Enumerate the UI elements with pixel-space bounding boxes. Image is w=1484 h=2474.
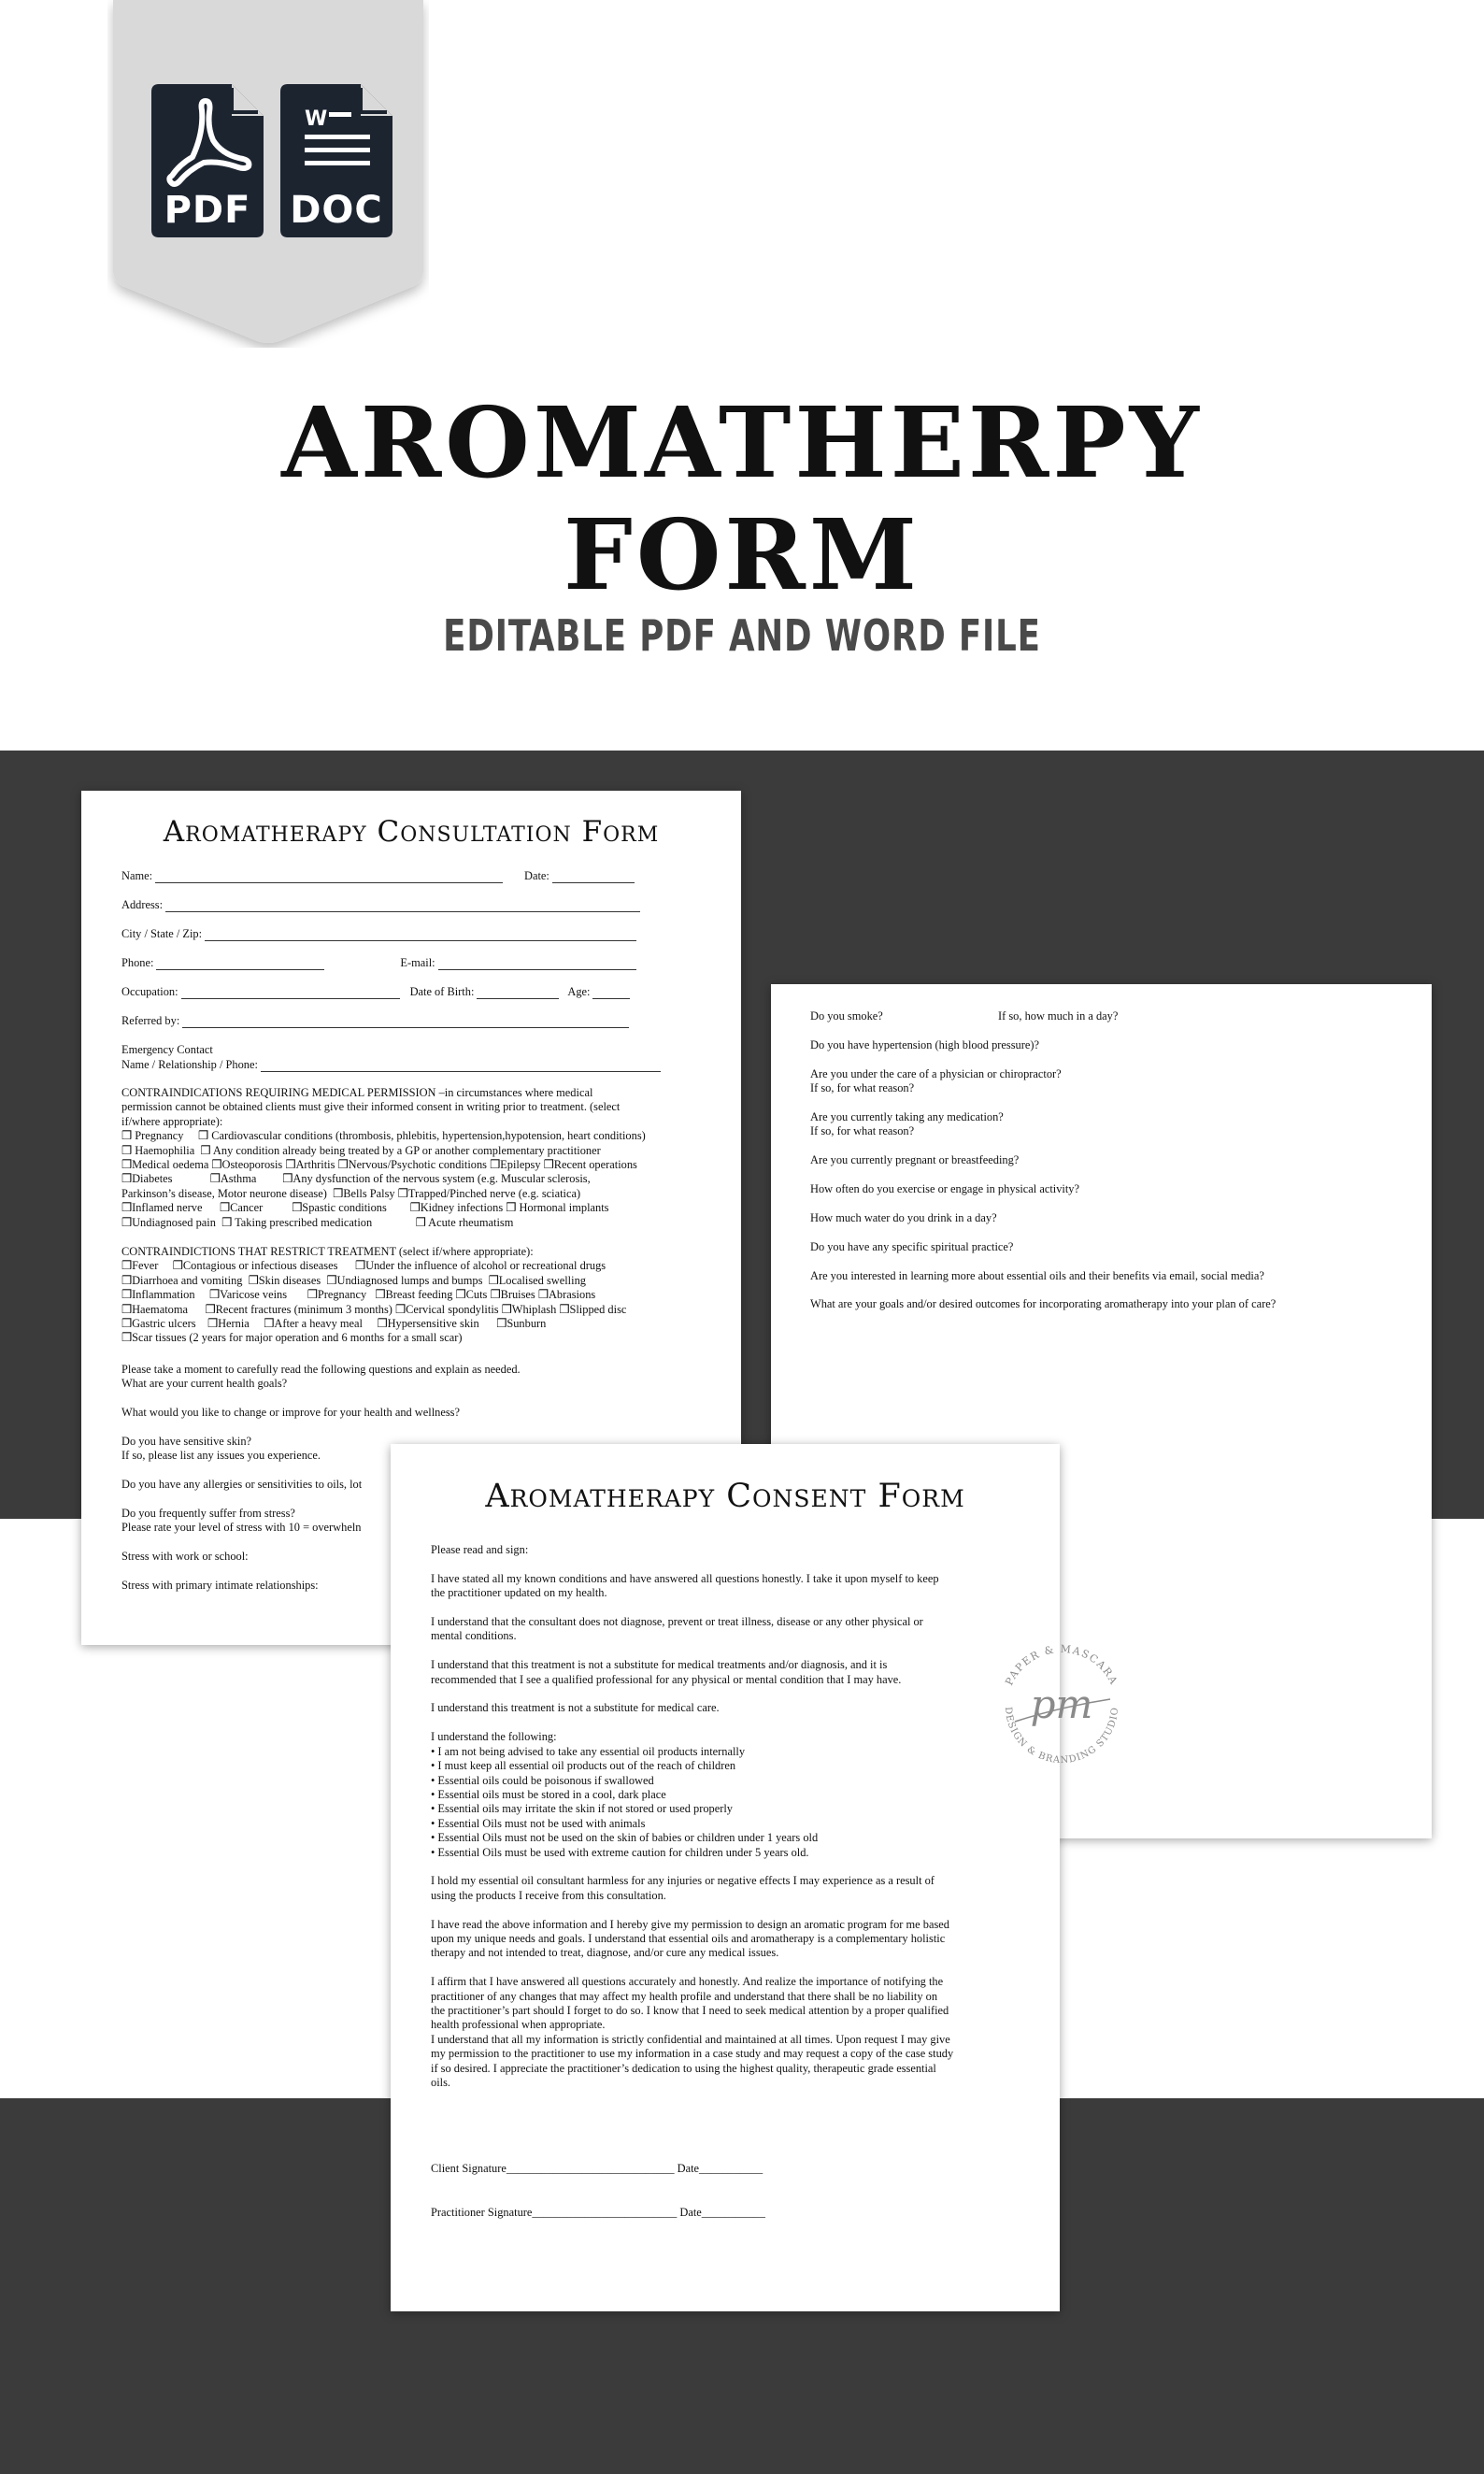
address-label: Address: <box>121 898 164 911</box>
name-line[interactable] <box>155 871 503 883</box>
logo-monogram: pm <box>1030 1681 1093 1727</box>
address-line[interactable] <box>165 900 640 912</box>
hero-title-line-2: FORM <box>564 497 920 612</box>
occupation-line[interactable] <box>181 987 400 999</box>
smoke-followup-question: If so, how much in a day? <box>998 1009 1119 1022</box>
health-questions: Please take a moment to carefully read the following questions and explain as needed. What are your current health goals? What would you like to change or improve for your health and wellness? Do you have sensitive skin? If so, please list any issues you experience. Do you have any allergies or sensitivities to oils, lot Do you frequently suffer from stress? Please rate your level of stress with 10 = overwheln Stress with work or school: Stress with primary intimate relationships: <box>121 1363 521 1593</box>
date-line[interactable] <box>552 871 635 883</box>
email-label: E-mail: <box>400 956 435 969</box>
email-line[interactable] <box>438 958 636 970</box>
city-label: City / State / Zip: <box>121 927 203 940</box>
age-label: Age: <box>567 985 591 998</box>
doc-file-icon <box>280 84 392 237</box>
smoke-question: Do you smoke? <box>810 1009 883 1022</box>
dob-label: Date of Birth: <box>409 985 475 998</box>
doc-label: DOC <box>290 189 383 232</box>
emergency-contact-line[interactable] <box>261 1060 661 1072</box>
pdf-label: PDF <box>164 189 251 232</box>
practitioner-signature-line[interactable]: Practitioner Signature_________________________ Date___________ <box>431 2206 765 2219</box>
referred-label: Referred by: <box>121 1014 180 1027</box>
name-label: Name: <box>121 869 153 882</box>
address-field[interactable] <box>121 898 643 912</box>
medical-contraindications: CONTRAINDICATIONS REQUIRING MEDICAL PERMISSION –in circumstances where medical permission cannot be obtained clients must give their informed consent in writing prior to treatment. (select if/where appropriate): ❒ Pregnancy ❒ Cardiovascular conditions (thrombosis, phlebitis, hypertension,hypotension, heart conditions) ❒ Haemophilia ❒ Any condition already being treated by a GP or another complementary practitioner ❒Medical oedema ❒Osteoporosis ❒Arthritis ❒Nervous/Psychotic conditions ❒Epilepsy ❒Recent operations ❒Diabetes ❒Asthma ❒Any dysfunction of the nervous system (e.g. Muscular sclerosis, Parkinson’s disease, Motor neurone disease) ❒Bells Palsy ❒Trapped/Pinched nerve (e.g. sciatica) ❒Inflamed nerve ❒Cancer ❒Spastic conditions ❒Kidney infections ❒ Hormonal implants ❒Undiagnosed pain ❒ Taking prescribed medication ❒ Acute rheumatism <box>121 1086 646 1229</box>
logo-bottom-text: DESIGN & BRANDING STUDIO <box>1002 1706 1121 1766</box>
referred-field[interactable] <box>121 1014 632 1028</box>
consent-body: Please read and sign: I have stated all my known conditions and have answered all questions honestly. I take it upon myself to keep the practitioner updated on my health. I understand that the consultant does not diagnose, prevent or treat illness, disease or any other physical or mental conditions. I understand that this treatment is not a substitute for medical treatments and/or diagnosis, and it is recommended that I see a qualified professional for any physical or mental condition that I may have. I understand this treatment is not a substitute for medical care. I understand the following: • I am not being advised to take any essential oil products internally • I must keep all essential oil products out of the reach of children • Essential oils could be poisonous if swallowed • Essential oils must be stored in a cool, dark place • Essential oils may irritate the skin if not stored or used properly • Essential Oils must not be used with animals • Essential Oils must not be used on the skin of babies or children under 1 years old • Essential Oils must be used with extreme caution for children under 5 years old. I hold my essential oil consultant harmless for any injuries or negative effects I may experience as a result of using the products I receive from this consultation. I have read the above information and I hereby give my permission to design an aromatic program for me based upon my unique needs and goals. I understand that essential oils and aromatherapy is a complementary holistic therapy and not intended to treat, diagnose, and/or cure any medical issues. I affirm that I have answered all questions accurately and honestly. And realize the importance of notifying the practitioner of any changes that may affect my health profile and understand that there shall be no liability on the practitioner’s part should I forget to do so. I know that I need to seek medical attention by a proper qualified health professional when appropriate. I understand that all my information is strictly confidential and maintained at all times. Upon request I may give my permission to the practitioner to use my information in a case study and may request a copy of the case study if so desired. I appreciate the practitioner’s dedication to using the highest quality, therapeutic grade essential oils. <box>431 1543 954 2090</box>
phone-field[interactable] <box>121 956 639 970</box>
occupation-field[interactable] <box>121 985 633 999</box>
questionnaire-questions: Do you have hypertension (high blood pressure)? Are you under the care of a physician or chiropractor? If so, for what reason? Are you currently taking any medication? If so, for what reason? Are you currently pregnant or breastfeeding? How often do you exercise or engage in physical activity? How much water do you drink in a day? Do you have any specific spiritual practice? Are you interested in learning more about essential oils and their benefits via email, social media? What are your goals and/or desired outcomes for incorporating aromatherapy into your plan of care? <box>810 1038 1277 1311</box>
brand-logo <box>987 1632 1136 1781</box>
age-line[interactable] <box>592 987 630 999</box>
emergency-contact-sub-label: Name / Relationship / Phone: <box>121 1058 258 1071</box>
phone-label: Phone: <box>121 956 154 969</box>
emergency-contact-label: Emergency Contact <box>121 1043 213 1056</box>
date-label: Date: <box>524 869 549 882</box>
hero-title-line-1: AROMATHERPY <box>281 385 1203 500</box>
name-field[interactable] <box>121 869 637 883</box>
client-signature-line[interactable]: Client Signature_____________________________ Date___________ <box>431 2162 763 2175</box>
restrictive-contraindications: CONTRAINDICTIONS THAT RESTRICT TREATMENT (select if/where appropriate): ❒Fever ❒Contagious or infectious diseases ❒Under the influence of alcohol or recreational drugs ❒Diarrhoea and vomiting ❒Skin diseases ❒Undiagnosed lumps and bumps ❒Localised swelling ❒Inflammation ❒Varicose veins ❒Pregnancy ❒Breast feeding ❒Cuts ❒Bruises ❒Abrasions ❒Haematoma ❒Recent fractures (minimum 3 months) ❒Cervical spondylitis ❒Whiplash ❒Slipped disc ❒Gastric ulcers ❒Hernia ❒After a heavy meal ❒Hypersensitive skin ❒Sunburn ❒Scar tissues (2 years for major operation and 6 months for a small scar) <box>121 1245 627 1345</box>
referred-line[interactable] <box>182 1016 629 1028</box>
pdf-file-icon <box>151 84 264 237</box>
consent-form-title: Aromatherapy Consent Form <box>485 1478 965 1515</box>
logo-top-text: PAPER & MASCARA <box>1003 1642 1120 1688</box>
svg-text:W: W <box>305 107 328 131</box>
dob-line[interactable] <box>477 987 559 999</box>
consultation-form-title: Aromatherapy Consultation Form <box>163 815 660 849</box>
phone-line[interactable] <box>156 958 324 970</box>
occupation-label: Occupation: <box>121 985 178 998</box>
consent-form-page <box>391 1444 1060 2311</box>
city-field[interactable] <box>121 927 639 941</box>
city-line[interactable] <box>205 929 636 941</box>
emergency-contact-field[interactable] <box>121 1058 664 1072</box>
hero-subtitle: EDITABLE PDF AND WORD FILE <box>443 610 1041 661</box>
